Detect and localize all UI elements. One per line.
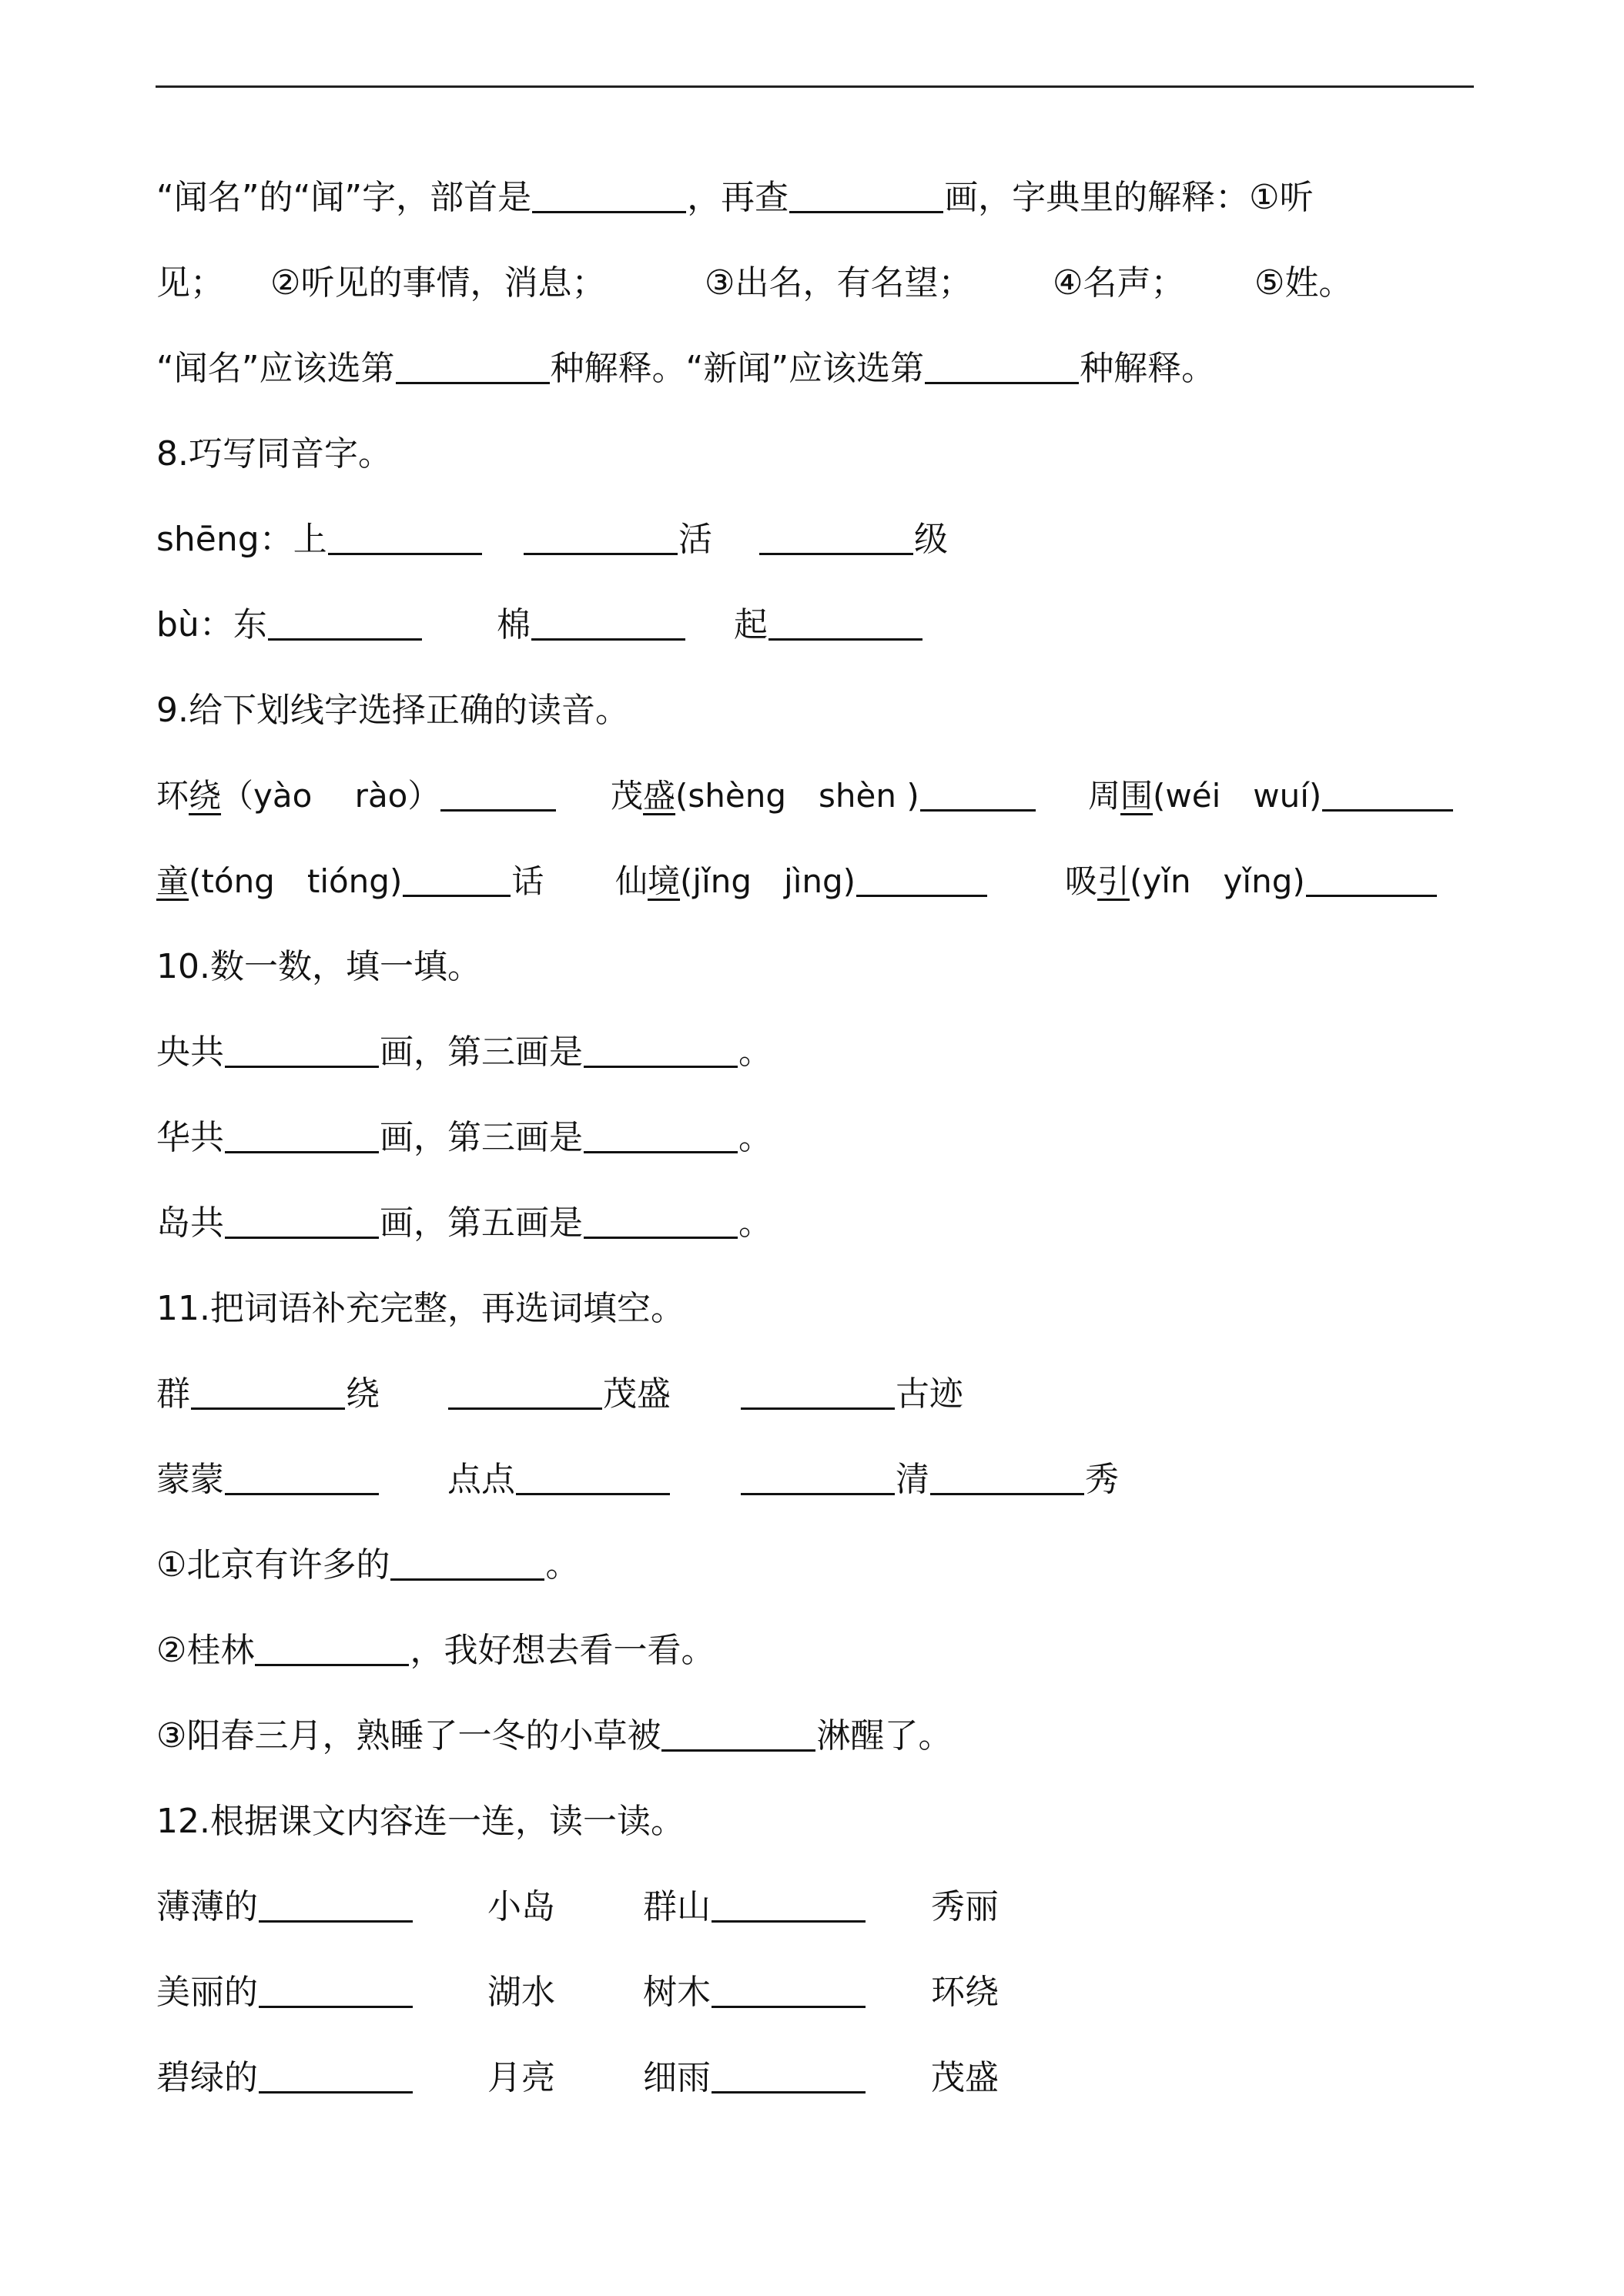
answer-blank[interactable] [403,859,511,897]
text: 画，字典里的解释：①听 [944,178,1314,217]
answer-blank[interactable] [268,603,422,641]
text: 起 [734,605,768,644]
pinyin-options: (jǐng jìng) [680,862,856,900]
text: ，再查 [687,178,789,217]
q10-row [156,1026,772,1079]
text: 。 [738,1203,772,1243]
text: 茂 [611,777,644,815]
dictionary-line-3 [156,342,1215,396]
text: 环 [156,777,189,815]
text: shēng：上 [156,520,327,559]
answer-blank[interactable] [712,2056,866,2094]
underlined-char: 童 [156,862,189,900]
question-11-title: 11.把词语补充完整，再选词填空。 [156,1289,685,1328]
text: 细雨 [643,2058,711,2097]
pinyin-options: （yào rào） [221,777,440,815]
answer-blank[interactable] [225,1201,379,1239]
answer-blank[interactable] [524,517,678,555]
answer-blank[interactable] [584,1116,738,1153]
text: 碧绿的 [156,2058,258,2097]
text: 。 [545,1545,580,1585]
text: ，我好想去看一看。 [410,1631,715,1670]
answer-blank[interactable] [584,1201,738,1239]
q9-row-2 [156,855,1475,909]
pinyin-options: (yǐn yǐng) [1130,862,1305,900]
text: ①北京有许多的 [156,1545,390,1585]
text: 话 [511,862,544,900]
match-word[interactable]: 秀丽 [931,1887,999,1926]
answer-blank[interactable] [759,517,913,555]
meaning-4: ④名声； [1053,263,1185,303]
q10-row [156,1111,772,1165]
answer-blank[interactable] [448,1372,602,1410]
text: “闻名”的“闻”字，部首是 [156,178,532,217]
text: 树木 [643,1973,711,2012]
meaning-2: ②听见的事情，消息； [270,263,606,303]
q10-row [156,1197,772,1250]
text: 华共 [156,1118,224,1157]
underlined-char: 境 [648,862,681,900]
q11-sentence-1 [156,1538,579,1592]
q8-row-sheng [156,513,1475,567]
dictionary-line-2 [156,256,1475,310]
answer-blank[interactable] [531,603,685,641]
question-8-title: 8.巧写同音字。 [156,434,392,474]
dictionary-line-1 [156,171,1314,225]
text: 古迹 [896,1374,963,1414]
text: 薄薄的 [156,1887,258,1926]
answer-blank[interactable] [259,1970,413,2008]
pinyin-options: (shèng shèn ) [675,777,919,815]
text: 秀 [1085,1460,1119,1499]
text: 种解释。 [1080,349,1216,388]
answer-blank[interactable] [741,1372,895,1410]
text: bù：东 [156,605,267,644]
answer-blank[interactable] [712,1970,866,2008]
match-word[interactable]: 小岛 [487,1887,555,1926]
question-10-title: 10.数一数，填一填。 [156,947,481,986]
text: 。 [738,1118,772,1157]
answer-blank[interactable] [259,1885,413,1923]
answer-blank[interactable] [920,774,1036,812]
answer-blank[interactable] [191,1372,345,1410]
answer-blank[interactable] [1322,774,1453,812]
q11-sentence-3 [156,1709,952,1763]
answer-blank[interactable] [225,1116,379,1153]
answer-blank[interactable] [712,1885,866,1923]
answer-blank[interactable] [768,603,922,641]
text: ③阳春三月，熟睡了一冬的小草被 [156,1716,661,1755]
header-rule [156,85,1474,88]
underlined-char: 绕 [189,777,222,815]
text: 棉 [497,605,531,644]
answer-blank[interactable] [930,1458,1084,1495]
text: 画，第三画是 [380,1033,583,1072]
text: 活 [678,520,712,559]
answer-blank[interactable] [259,2056,413,2094]
answer-blank[interactable] [661,1714,815,1752]
text: 画，第三画是 [380,1118,583,1157]
answer-blank[interactable] [532,176,686,213]
q11-sentence-2 [156,1624,715,1678]
match-word[interactable]: 月亮 [487,2058,555,2097]
answer-blank[interactable] [741,1458,895,1495]
underlined-char: 盛 [643,777,676,815]
text: 点点 [447,1460,515,1499]
underlined-char: 引 [1097,862,1130,900]
answer-blank[interactable] [396,346,550,384]
text: 清 [896,1460,929,1499]
text: 群 [156,1374,190,1414]
text: 央共 [156,1033,224,1072]
question-9-title: 9.给下划线字选择正确的读音。 [156,691,629,730]
text: 种解释。“新闻”应该选第 [550,349,925,388]
text: 周 [1088,777,1121,815]
text: 蒙蒙 [156,1460,224,1499]
q11-row-1 [156,1367,1475,1421]
pinyin-options: (wéi wuí) [1153,777,1322,815]
text: 级 [914,520,948,559]
pinyin-options: (tóng tióng) [189,862,403,900]
match-word[interactable]: 环绕 [931,1973,999,2012]
text: 见； [156,263,224,303]
answer-blank[interactable] [225,1030,379,1068]
match-word[interactable]: 茂盛 [931,2058,999,2097]
q12-row [156,2051,1475,2105]
answer-blank[interactable] [440,774,556,812]
answer-blank[interactable] [1306,859,1437,897]
match-word[interactable]: 湖水 [487,1973,555,2012]
text: 淋醒了。 [816,1716,953,1755]
text: 茂盛 [603,1374,671,1414]
q11-row-2 [156,1453,1475,1507]
text: 仙 [615,862,648,900]
question-12-title: 12.根据课文内容连一连，读一读。 [156,1802,685,1841]
q8-row-bu [156,598,1475,652]
answer-blank[interactable] [255,1628,409,1666]
text: “闻名”应该选第 [156,349,395,388]
q12-row [156,1880,1475,1934]
text: ②桂林 [156,1631,255,1670]
text: 。 [738,1033,772,1072]
q9-row-1 [156,769,1475,823]
text: 岛共 [156,1203,224,1243]
meaning-5: ⑤姓。 [1254,263,1353,303]
meaning-3: ③出名，有名望； [705,263,973,303]
answer-blank[interactable] [390,1543,544,1581]
answer-blank[interactable] [856,859,987,897]
text: 画，第五画是 [380,1203,583,1243]
text: 美丽的 [156,1973,258,2012]
answer-blank[interactable] [516,1458,670,1495]
answer-blank[interactable] [225,1458,379,1495]
answer-blank[interactable] [584,1030,738,1068]
text: 吸 [1065,862,1098,900]
q12-row [156,1966,1475,2020]
text: 绕 [346,1374,380,1414]
answer-blank[interactable] [328,517,482,555]
underlined-char: 围 [1120,777,1154,815]
answer-blank[interactable] [925,346,1079,384]
answer-blank[interactable] [789,176,943,213]
text: 群山 [643,1887,711,1926]
